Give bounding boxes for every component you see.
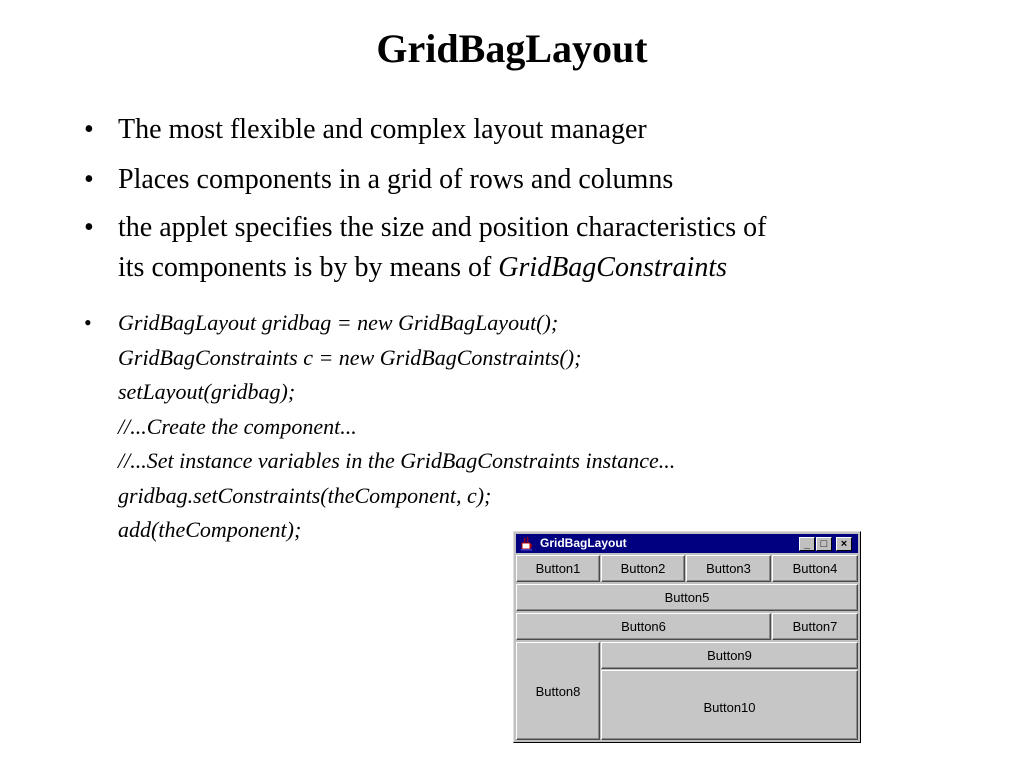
code-line: //...Set instance variables in the GridBagConstraints instance... [118, 448, 676, 473]
window-title: GridBagLayout [540, 536, 627, 550]
bullet-marker: • [84, 164, 94, 195]
bullet-text-line1: the applet specifies the size and position characteristics of [118, 212, 767, 243]
code-line: GridBagConstraints c = new GridBagConstraints(); [118, 344, 582, 370]
code-line: setLayout(gridbag); [118, 379, 296, 404]
bullet-text: The most flexible and complex layout manager [118, 114, 647, 145]
window-content [516, 555, 858, 740]
code-line: add(theComponent); [118, 517, 302, 542]
bullet-marker: • [84, 114, 94, 145]
maximize-button[interactable]: □ [816, 537, 832, 551]
button-10[interactable]: Button10 [601, 670, 858, 740]
button-4[interactable]: Button4 [772, 555, 858, 582]
code-line: //...Create the component... [118, 413, 357, 439]
button-6[interactable]: Button6 [516, 613, 771, 640]
bullet-marker: • [84, 212, 94, 243]
code-block [118, 306, 675, 548]
button-5[interactable]: Button5 [516, 584, 858, 611]
button-7[interactable]: Button7 [772, 613, 858, 640]
gridbag-window [513, 531, 861, 743]
bullet-text: Places components in a grid of rows and columns [118, 164, 674, 195]
java-cup-icon [519, 536, 534, 551]
code-line: gridbag.setConstraints(theComponent, c); [118, 482, 492, 508]
close-button[interactable]: × [836, 537, 852, 551]
button-2[interactable]: Button2 [601, 555, 685, 582]
minimize-button[interactable]: _ [799, 537, 815, 551]
code-line: GridBagLayout gridbag = new GridBagLayout(); [118, 310, 559, 335]
button-1[interactable]: Button1 [516, 555, 600, 582]
bullet-text [118, 208, 766, 288]
window-titlebar[interactable] [516, 534, 858, 553]
slide-title: GridBagLayout [376, 26, 648, 71]
button-9[interactable]: Button9 [601, 642, 858, 669]
bullet-marker: • [84, 310, 92, 335]
button-3[interactable]: Button3 [686, 555, 771, 582]
bullet-text-italic: GridBagConstraints [498, 252, 727, 283]
bullet-text-line2: its components is by by means of [118, 252, 499, 283]
button-8[interactable]: Button8 [516, 642, 600, 740]
